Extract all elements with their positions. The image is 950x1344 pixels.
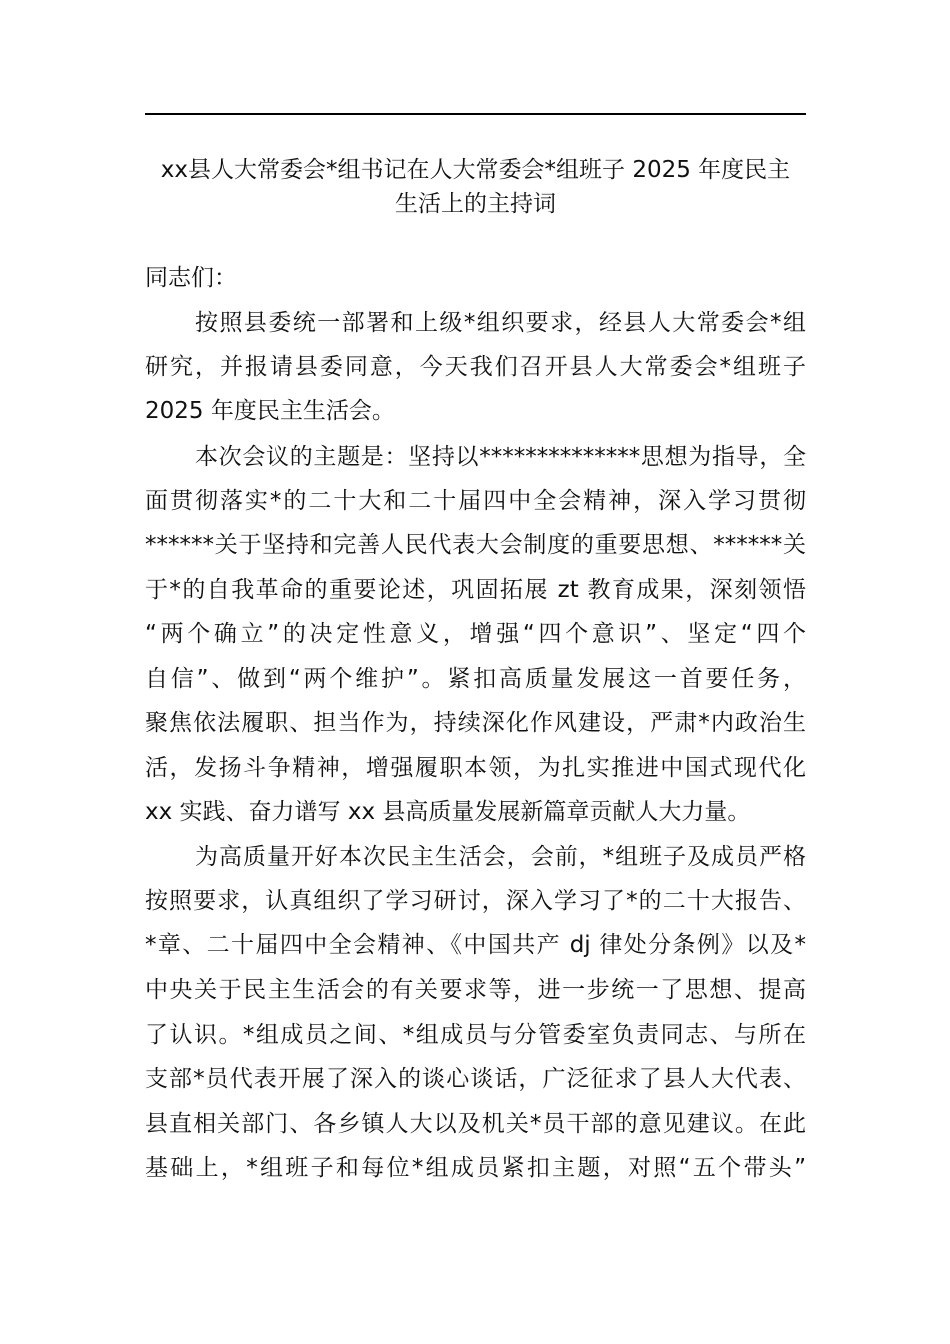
paragraph-2-line: 于*的自我革命的重要论述，巩固拓展 zt 教育成果，深刻领悟: [145, 577, 806, 603]
paragraph-3-line: 基础上，*组班子和每位*组成员紧扣主题，对照“五个带头”: [145, 1155, 806, 1181]
paragraph-1-line: 按照县委统一部署和上级*组织要求，经县人大常委会*组: [195, 310, 806, 336]
paragraph-2-line: 聚焦依法履职、担当作为，持续深化作风建设，严肃*内政治生: [145, 710, 806, 736]
paragraph-2-line: 面贯彻落实*的二十大和二十届四中全会精神，深入学习贯彻: [145, 488, 806, 514]
paragraph-3-line: 支部*员代表开展了深入的谈心谈话，广泛征求了县人大代表、: [145, 1066, 806, 1092]
paragraph-3-line: 为高质量开好本次民主生活会，会前，*组班子及成员严格: [195, 844, 806, 870]
document-title-line-2: 生活上的主持词: [395, 191, 556, 217]
paragraph-2-line: “两个确立”的决定性意义，增强“四个意识”、坚定“四个: [145, 621, 806, 647]
paragraph-3-line: 按照要求，认真组织了学习研讨，深入学习了*的二十大报告、: [145, 888, 806, 914]
paragraph-1-line: 2025 年度民主生活会。: [145, 398, 395, 424]
document-title-line-1: xx县人大常委会*组书记在人大常委会*组班子 2025 年度民主: [160, 157, 791, 183]
header-rule: [145, 113, 806, 115]
paragraph-2-line: 活，发扬斗争精神，增强履职本领，为扎实推进中国式现代化: [145, 755, 806, 781]
paragraph-2-line: ******关于坚持和完善人民代表大会制度的重要思想、******关: [145, 532, 806, 558]
paragraph-2-line: 本次会议的主题是：坚持以**************思想为指导，全: [195, 444, 806, 470]
paragraph-3-line: 了认识。*组成员之间、*组成员与分管委室负责同志、与所在: [145, 1022, 806, 1048]
paragraph-1-line: 研究，并报请县委同意，今天我们召开县人大常委会*组班子: [145, 354, 806, 380]
salutation: 同志们：: [145, 265, 237, 291]
paragraph-3-line: 中央关于民主生活会的有关要求等，进一步统一了思想、提高: [145, 977, 806, 1003]
paragraph-2-line: 自信”、做到“两个维护”。紧扣高质量发展这一首要任务，: [145, 666, 806, 692]
paragraph-2-line: xx 实践、奋力谱写 xx 县高质量发展新篇章贡献人大力量。: [145, 799, 751, 825]
paragraph-3-line: 县直相关部门、各乡镇人大以及机关*员干部的意见建议。在此: [145, 1111, 806, 1137]
paragraph-3-line: *章、二十届四中全会精神、《中国共产 dj 律处分条例》以及*: [145, 932, 806, 958]
